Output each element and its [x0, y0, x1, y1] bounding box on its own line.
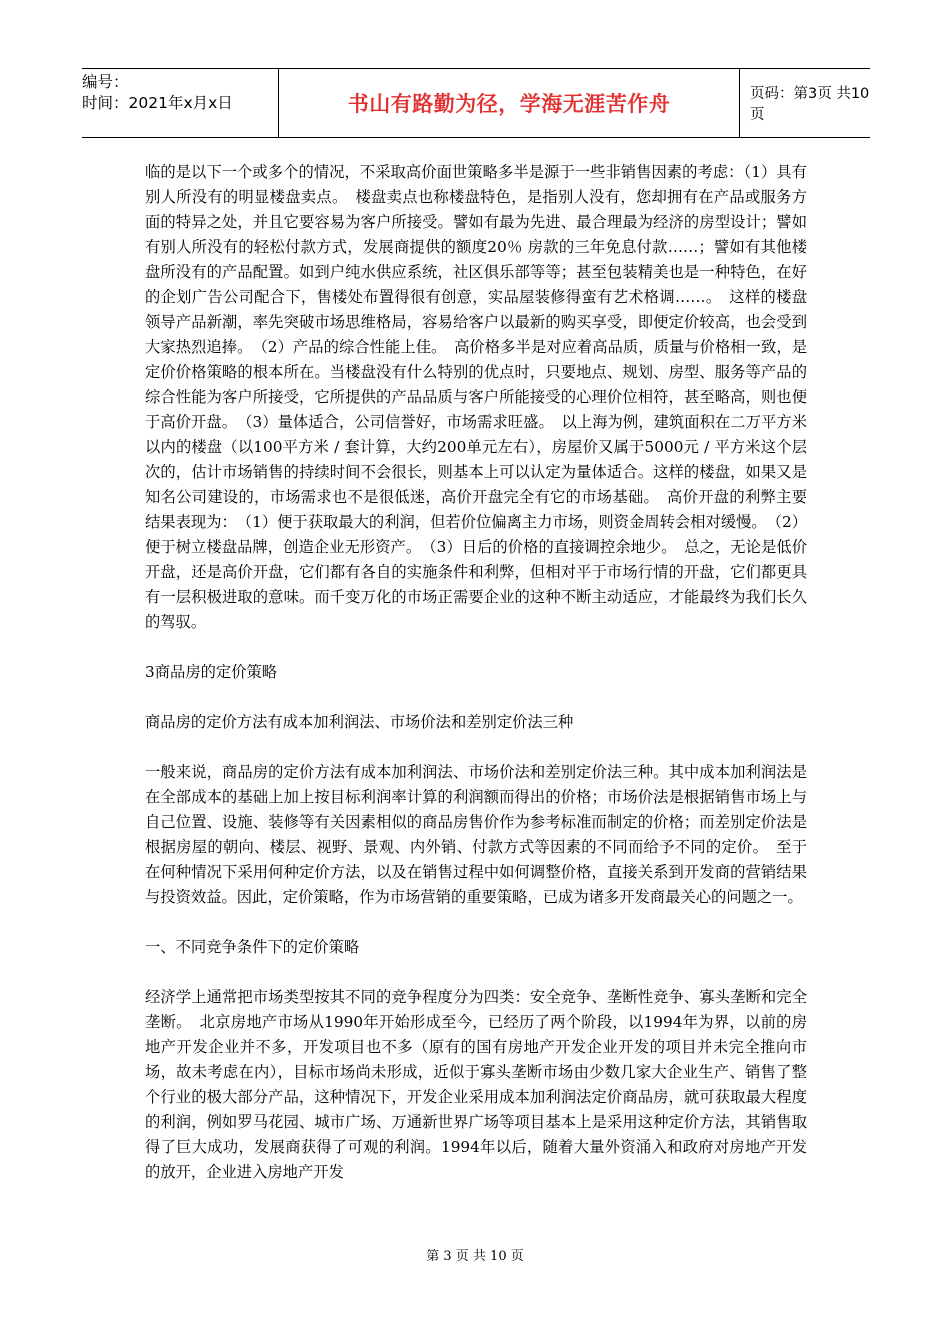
section-heading: 一、不同竞争条件下的定价策略: [145, 938, 360, 956]
body-paragraph: 经济学上通常把市场类型按其不同的竞争程度分为四类：安全竞争、垄断性竞争、寡头垄断和完全垄断。 北京房地产市场从1990年开始形成至今，已经历了两个阶段，以1994年为界，以前的房地产开发企业并不多，开发项目也不多（原有的国有房地产开发企业开发的项目并未完全推向市场，故未考虑在内），目标市场尚未形成，近似于寡头垄断市场由少数几家大企业生产、销售了整个行业的极大部分产品，这种情况下，开发企业采用成本加利润法定价商品房，就可获取最大程度的利润，例如罗马花园、城市广场、万通新世界广场等项目基本上是采用这种定价方法，其销售取得了巨大成功，发展商获得了可观的利润。1994年以后，随着大量外资涌入和政府对房地产开发的放开，企业进入房地产开发: [145, 988, 807, 1181]
page-header: [82, 68, 870, 138]
document-body: [145, 160, 807, 1185]
header-page-info: [740, 69, 880, 137]
section-subheading: 商品房的定价方法有成本加利润法、市场价法和差别定价法三种: [145, 713, 574, 731]
body-paragraph: 一般来说，商品房的定价方法有成本加利润法、市场价法和差别定价法三种。其中成本加利润法是在全部成本的基础上加上按目标利润率计算的利润额而得出的价格；市场价法是根据销售市场上与自己位置、设施、装修等有关因素相似的商品房售价作为参考标准而制定的价格；而差别定价法是根据房屋的朝向、楼层、视野、景观、内外销、付款方式等因素的不同而给予不同的定价。 至于在何种情况下采用何种定价方法，以及在销售过程中如何调整价格，直接关系到开发商的营销结果与投资效益。因此，定价策略，作为市场营销的重要策略，已成为诸多开发商最关心的问题之一。: [145, 763, 807, 906]
header-left: [82, 69, 278, 140]
header-motto-cell: [278, 69, 740, 137]
document-date-label: 时间：2021年x月x日: [82, 94, 233, 112]
document-number-label: 编号：: [82, 73, 129, 91]
page-info-text: 页码：第3页 共10页: [750, 86, 870, 123]
body-paragraph: 临的是以下一个或多个的情况，不采取高价面世策略多半是源于一些非销售因素的考虑：（1）具有别人所没有的明显楼盘卖点。 楼盘卖点也称楼盘特色，是指别人没有，您却拥有在产品或服务方面的特异之处，并且它要容易为客户所接受。譬如有最为先进、最合理最为经济的房型设计；譬如有别人所没有的轻松付款方式，发展商提供的额度20％ 房款的三年免息付款……；譬如有其他楼盘所没有的产品配置。如到户纯水供应系统，社区俱乐部等等；甚至包装精美也是一种特色，在好的企划广告公司配合下，售楼处布置得很有创意，实品屋装修得蛮有艺术格调……。 这样的楼盘领导产品新潮，率先突破市场思维格局，容易给客户以最新的购买享受，即便定价较高，也会受到大家热烈追捧。 （2）产品的综合性能上佳。 高价格多半是对应着高品质，质量与价格相一致，是定价价格策略的根本所在。当楼盘没有什么特别的优点时，只要地点、规划、房型、服务等产品的综合性能为客户所接受，它所提供的产品品质与客户所能接受的心理价位相符，甚至略高，则也便于高价开盘。 （3）量体适合，公司信誉好，市场需求旺盛。 以上海为例，建筑面积在二万平方米以内的楼盘（以100平方米 / 套计算，大约200单元左右），房屋价又属于5000元 / 平方米这个层次的，估计市场销售的持续时间不会很长，则基本上可以认定为量体适合。这样的楼盘，如果又是知名公司建设的，市场需求也不是很低迷，高价开盘完全有它的市场基础。 高价开盘的利弊主要结果表现为： （1）便于获取最大的利润，但若价位偏离主力市场，则资金周转会相对缓慢。 （2）便于树立楼盘品牌，创造企业无形资产。 （3）日后的价格的直接调控余地少。 总之，无论是低价开盘，还是高价开盘，它们都有各自的实施条件和利弊，但相对平于市场行情的开盘，它们都更具有一层积极进取的意味。而千变万化的市场正需要企业的这种不断主动适应，才能最终为我们长久的驾驭。: [145, 163, 807, 631]
header-motto: 书山有路勤为径，学海无涯苦作舟: [347, 92, 671, 116]
page-footer: 第 3 页 共 10 页: [426, 1249, 524, 1264]
section-heading: 3商品房的定价策略: [145, 663, 278, 681]
